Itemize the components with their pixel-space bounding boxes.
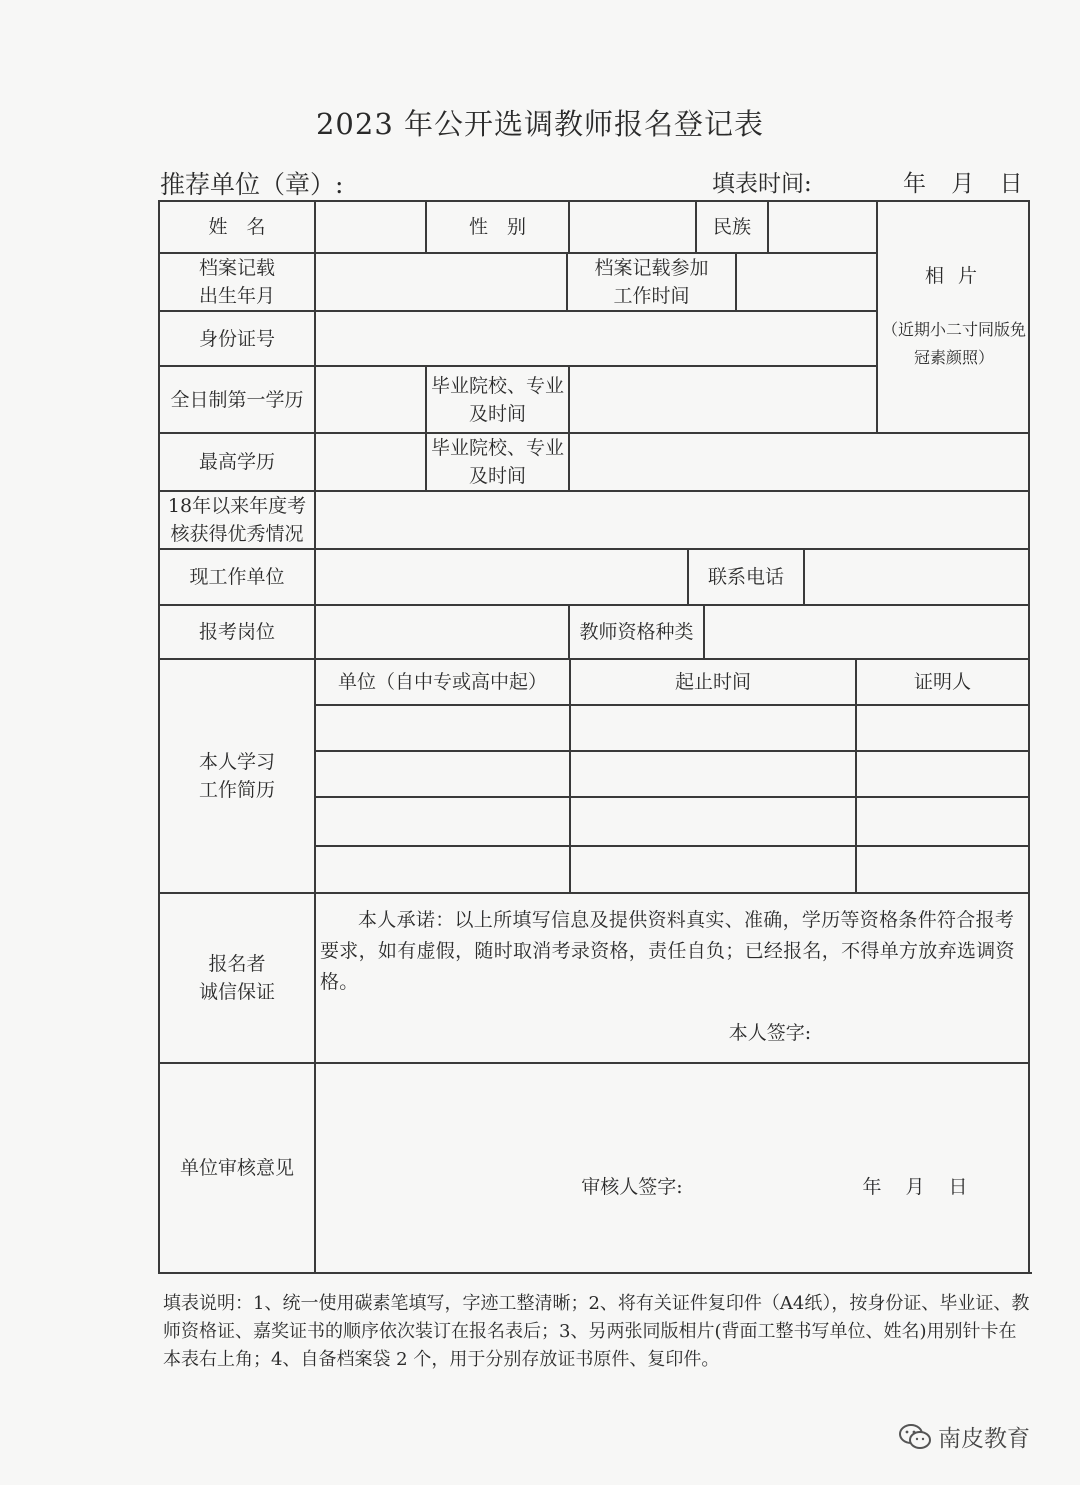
col-line: [803, 548, 805, 604]
integrity-pledge-text: 本人承诺：以上所填写信息及提供资料真实、准确，学历等资格条件符合报考要求，如有虚假，随时取消考录资格，责任自负；已经报名，不得单方放弃选调资格。: [320, 909, 1015, 993]
position-applied-label: 报考岗位: [198, 621, 275, 643]
gender-label: 性 别: [468, 216, 526, 238]
col-line: [568, 365, 570, 490]
unit-review-label: 单位审核意见: [179, 1157, 294, 1179]
filling-instructions: 填表说明：1、统一使用碳素笔填写，字迹工整清晰；2、将有关证件复印件（A4纸），按身份证、毕业证、教师资格证、嘉奖证书的顺序依次装订在报名表后；3、另两张同版相片(背面工整书写单位、姓名)用别针卡在本表右上角；4、自备档案袋 2 个，用于分别存放证书原件、复印件。: [163, 1293, 1030, 1370]
birth-date-label: 档案记载 出生年月: [198, 257, 275, 307]
photo-note: （近期小二寸同版免冠素颜照）: [881, 320, 1026, 367]
col-line: [735, 252, 737, 310]
col-line: [876, 200, 878, 432]
form-border-right: [1028, 200, 1030, 1274]
self-signature-label: 本人签字:: [728, 1022, 812, 1044]
integrity-label: 报名者 诚信保证: [198, 953, 275, 1003]
resume-label: 本人学习 工作简历: [198, 751, 275, 801]
review-date: 年 月 日: [862, 1176, 968, 1198]
first-degree-label: 全日制第一学历: [170, 388, 304, 411]
phone-label: 联系电话: [707, 566, 784, 588]
fill-date: 年 月 日: [903, 171, 1023, 197]
fill-time-label: 填表时间:: [712, 171, 812, 197]
resume-col-unit: 单位（自中专或高中起）: [337, 671, 547, 693]
form-border-bottom: [158, 1272, 1032, 1274]
watermark-logo: [898, 1420, 1030, 1453]
row-line: [316, 796, 1030, 798]
col-line: [703, 604, 705, 658]
col-line: [568, 200, 570, 252]
photo-label: 相 片: [924, 265, 982, 287]
watermark-text: 南皮教育: [938, 1426, 1030, 1452]
resume-col-witness: 证明人: [913, 671, 971, 693]
recommender-label: 推荐单位（章）:: [160, 170, 344, 199]
id-number-label: 身份证号: [198, 327, 275, 350]
current-employer-label: 现工作单位: [189, 566, 285, 588]
col-line: [314, 200, 316, 1274]
row-line: [316, 845, 1030, 847]
row-line: [316, 704, 1030, 706]
first-degree-school-label: 毕业院校、专业 及时间: [430, 374, 564, 425]
teacher-cert-label: 教师资格种类: [579, 621, 694, 643]
page-title: 2023 年公开选调教师报名登记表: [315, 107, 765, 141]
work-start-label: 档案记载参加 工作时间: [594, 257, 709, 307]
row-line: [316, 750, 1030, 752]
ethnicity-label: 民族: [712, 216, 751, 238]
excellence-label: 18年以来年度考 核获得优秀情况: [167, 495, 307, 545]
highest-degree-label: 最高学历: [198, 451, 275, 473]
reviewer-signature-label: 审核人签字:: [581, 1176, 683, 1198]
col-line: [767, 200, 769, 252]
highest-degree-school-label: 毕业院校、专业 及时间: [430, 437, 564, 487]
name-label: 姓 名: [208, 216, 266, 238]
resume-col-period: 起止时间: [674, 671, 751, 693]
wechat-icon: [898, 1423, 932, 1451]
